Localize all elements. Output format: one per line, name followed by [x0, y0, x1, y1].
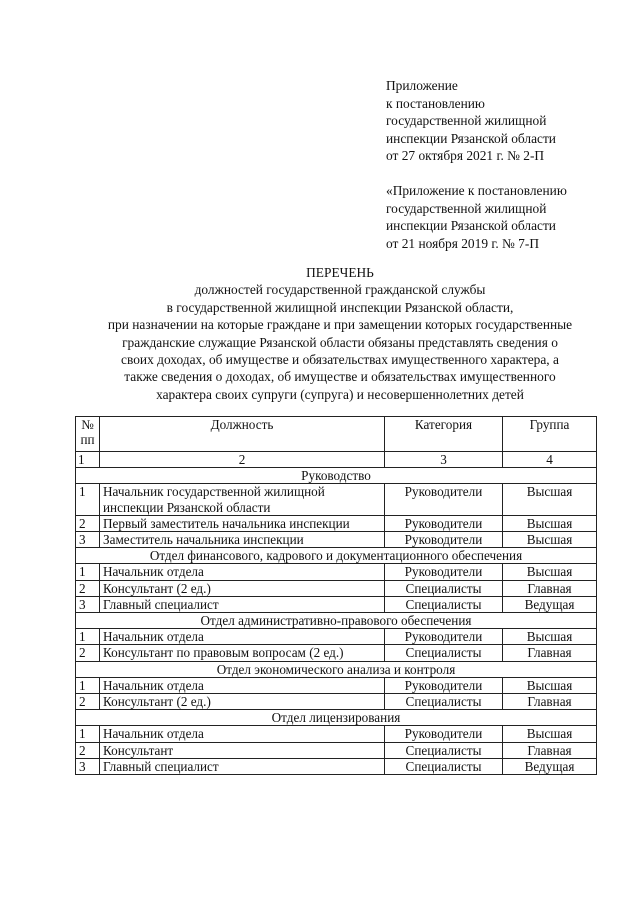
- row-position: Заместитель начальника инспекции: [100, 532, 385, 548]
- row-position: Начальник государственной жилищной инспекции Рязанской области: [100, 484, 385, 515]
- title-line: при назначении на которые граждане и при замещении которых государственные: [107, 317, 573, 333]
- table-row: [76, 645, 597, 661]
- positions-table: [75, 416, 597, 775]
- row-number: 1: [76, 629, 100, 645]
- row-number: 1: [76, 484, 100, 515]
- row-group: Высшая: [503, 726, 597, 742]
- table-row: [76, 742, 597, 758]
- attachment-current-line: государственной жилищной: [386, 113, 547, 129]
- attachment-previous-line: «Приложение к постановлению: [386, 183, 567, 198]
- header-category: Категория: [385, 417, 503, 452]
- document-title: [40, 264, 640, 403]
- row-number: 2: [76, 515, 100, 531]
- row-group: Высшая: [503, 677, 597, 693]
- row-number: 2: [76, 694, 100, 710]
- row-number: 1: [76, 726, 100, 742]
- row-position: Начальник отдела: [100, 629, 385, 645]
- row-position: Консультант (2 ед.): [100, 580, 385, 596]
- row-number: 2: [76, 742, 100, 758]
- row-category: Руководители: [385, 484, 503, 515]
- row-group: Высшая: [503, 564, 597, 580]
- title-heading: ПЕРЕЧЕНЬ: [306, 265, 374, 280]
- table-body: [76, 468, 597, 775]
- attachment-previous-line: инспекции Рязанской области: [386, 218, 556, 234]
- row-number: 1: [76, 564, 100, 580]
- row-category: Специалисты: [385, 758, 503, 774]
- section-title: Руководство: [76, 468, 597, 484]
- section-row: [76, 548, 597, 564]
- section-row: [76, 468, 597, 484]
- header-position: Должность: [100, 417, 385, 452]
- row-group: Главная: [503, 742, 597, 758]
- title-line: характера своих супруги (супруга) и несовершеннолетних детей: [156, 386, 524, 402]
- row-group: Главная: [503, 580, 597, 596]
- table-row: [76, 758, 597, 774]
- index-cell: 1: [76, 452, 100, 468]
- attachment-current: [386, 77, 626, 165]
- row-number: 3: [76, 596, 100, 612]
- row-position: Главный специалист: [100, 758, 385, 774]
- table-row: [76, 564, 597, 580]
- table-row: [76, 596, 597, 612]
- row-number: 3: [76, 758, 100, 774]
- section-row: [76, 710, 597, 726]
- table-row: [76, 726, 597, 742]
- row-category: Специалисты: [385, 580, 503, 596]
- attachment-current-line: к постановлению: [386, 95, 485, 111]
- table-row: [76, 580, 597, 596]
- row-category: Руководители: [385, 515, 503, 531]
- row-category: Специалисты: [385, 645, 503, 661]
- row-position: Консультант по правовым вопросам (2 ед.): [100, 645, 385, 661]
- row-position: Первый заместитель начальника инспекции: [100, 515, 385, 531]
- attachment-previous: [386, 182, 626, 252]
- row-category: Руководители: [385, 564, 503, 580]
- table-row: [76, 484, 597, 515]
- row-group: Высшая: [503, 532, 597, 548]
- section-title: Отдел лицензирования: [76, 710, 597, 726]
- row-group: Высшая: [503, 484, 597, 515]
- table-row: [76, 677, 597, 693]
- index-cell: 3: [385, 452, 503, 468]
- row-group: Ведущая: [503, 596, 597, 612]
- row-position: Главный специалист: [100, 596, 385, 612]
- attachment-current-line: Приложение: [386, 78, 458, 93]
- table-row: [76, 532, 597, 548]
- section-title: Отдел финансового, кадрового и документационного обеспечения: [76, 548, 597, 564]
- row-category: Специалисты: [385, 596, 503, 612]
- row-category: Руководители: [385, 629, 503, 645]
- table-row: [76, 629, 597, 645]
- header-num: № пп: [76, 417, 100, 452]
- row-number: 2: [76, 645, 100, 661]
- title-line: должностей государственной гражданской службы: [194, 282, 486, 298]
- row-position: Начальник отдела: [100, 726, 385, 742]
- table-row: [76, 694, 597, 710]
- section-title: Отдел административно-правового обеспечения: [76, 613, 597, 629]
- row-number: 3: [76, 532, 100, 548]
- attachment-current-line: от 27 октября 2021 г. № 2-П: [386, 148, 545, 164]
- row-category: Специалисты: [385, 742, 503, 758]
- row-group: Главная: [503, 694, 597, 710]
- row-group: Главная: [503, 645, 597, 661]
- section-row: [76, 613, 597, 629]
- row-position: Начальник отдела: [100, 677, 385, 693]
- section-row: [76, 661, 597, 677]
- row-position: Консультант: [100, 742, 385, 758]
- header-group: Группа: [503, 417, 597, 452]
- title-line: в государственной жилищной инспекции Рязанской области,: [166, 299, 514, 315]
- row-category: Руководители: [385, 532, 503, 548]
- title-line: гражданские служащие Рязанской области обязаны представлять сведения о: [122, 334, 558, 350]
- row-category: Руководители: [385, 677, 503, 693]
- row-category: Руководители: [385, 726, 503, 742]
- index-cell: 4: [503, 452, 597, 468]
- table-row: [76, 515, 597, 531]
- row-position: Консультант (2 ед.): [100, 694, 385, 710]
- title-line: также сведения о доходах, об имуществе и обязательствах имущественного: [124, 369, 556, 385]
- attachment-previous-line: государственной жилищной: [386, 200, 547, 216]
- title-line: своих доходах, об имуществе и обязательствах имущественного характера, а: [121, 352, 559, 368]
- table-header-row: [76, 417, 597, 452]
- table-index-row: [76, 452, 597, 468]
- row-group: Высшая: [503, 629, 597, 645]
- section-title: Отдел экономического анализа и контроля: [76, 661, 597, 677]
- row-number: 1: [76, 677, 100, 693]
- row-group: Ведущая: [503, 758, 597, 774]
- index-cell: 2: [100, 452, 385, 468]
- attachment-previous-line: от 21 ноября 2019 г. № 7-П: [386, 235, 539, 251]
- row-number: 2: [76, 580, 100, 596]
- attachment-current-line: инспекции Рязанской области: [386, 130, 556, 146]
- row-category: Специалисты: [385, 694, 503, 710]
- row-position: Начальник отдела: [100, 564, 385, 580]
- row-group: Высшая: [503, 515, 597, 531]
